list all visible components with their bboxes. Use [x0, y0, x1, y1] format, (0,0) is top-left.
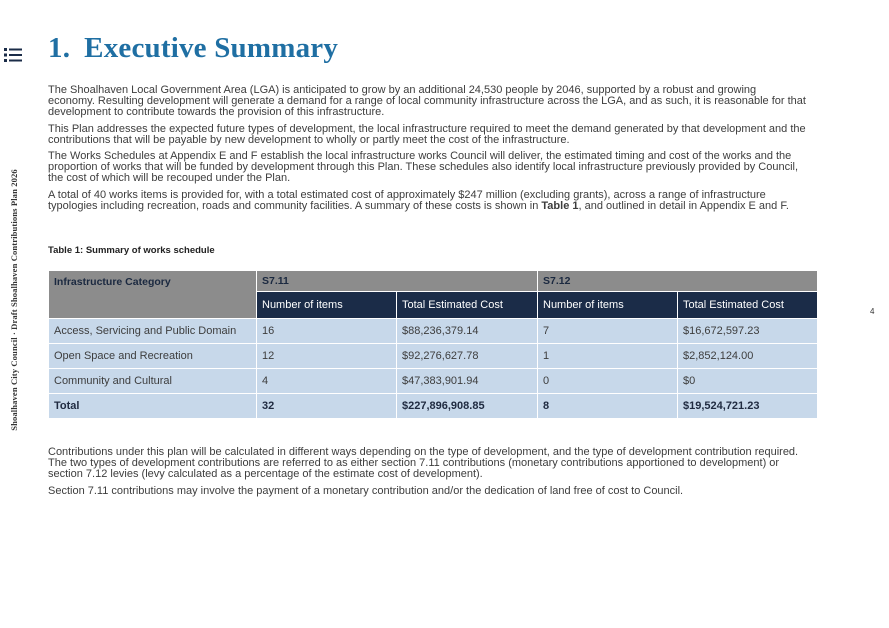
cell-category: Community and Cultural — [49, 369, 257, 394]
cell-total-s712-items: 8 — [538, 394, 678, 419]
outro-text — [48, 447, 806, 502]
section-title: Executive Summary — [84, 32, 339, 64]
header-category: Infrastructure Category — [49, 271, 257, 319]
header-group-s711: S7.11 — [257, 271, 538, 292]
header-s711-items: Number of items — [257, 292, 397, 319]
side-running-header: Shoalhaven City Council · Draft Shoalhaven Contributions Plan 2026 — [9, 169, 19, 431]
cell-s712-cost: $0 — [678, 369, 818, 394]
header-s712-items: Number of items — [538, 292, 678, 319]
cell-s712-cost: $16,672,597.23 — [678, 319, 818, 344]
cell-total-label: Total — [49, 394, 257, 419]
paragraph: Section 7.11 contributions may involve the payment of a monetary contribution and/or the dedication of land free of cost to Council. — [48, 484, 684, 497]
page-number: 4 — [870, 307, 875, 316]
cell-s712-cost: $2,852,124.00 — [678, 344, 818, 369]
summary-text-end: , and outlined in detail in Appendix E and F. — [578, 199, 789, 212]
page-title — [48, 32, 338, 65]
table-reference-link[interactable]: Table 1 — [541, 199, 579, 212]
cell-category: Open Space and Recreation — [49, 344, 257, 369]
cell-s711-cost: $47,383,901.94 — [397, 369, 538, 394]
cell-s712-items: 0 — [538, 369, 678, 394]
cell-s711-items: 12 — [257, 344, 397, 369]
table-row — [49, 369, 818, 394]
section-number: 1. — [48, 32, 71, 64]
cell-s711-items: 4 — [257, 369, 397, 394]
cell-s711-cost: $88,236,379.14 — [397, 319, 538, 344]
summary-paragraph — [48, 190, 806, 212]
list-menu-icon[interactable] — [4, 47, 22, 63]
paragraph: This Plan addresses the expected future types of development, the local infrastructure required to meet the demand generated by that development and the contributions that will be payable by new development to wholly or partly meet the cost of the infrastructure. — [48, 122, 806, 146]
cell-s712-items: 7 — [538, 319, 678, 344]
works-schedule-table — [48, 270, 818, 419]
table-row — [49, 344, 818, 369]
table-caption: Table 1: Summary of works schedule — [48, 245, 215, 256]
paragraph: The Shoalhaven Local Government Area (LGA) is anticipated to grow by an additional 24,530 people by 2046, supported by a robust and growing economy. Resulting development will generate a demand for a range of local community infrastructure across the LGA, and as such, it is reasonable for that development to contribute towards the provision of this infrastructure. — [48, 84, 806, 119]
table-total-row — [49, 394, 818, 419]
cell-total-s712-cost: $19,524,721.23 — [678, 394, 818, 419]
paragraph: Contributions under this plan will be calculated in different ways depending on the type of development, and the type of development contribution required. The two types of development contributions are referred to as either section 7.11 contributions (monetary contributions apportioned to development) or section 7.12 levies (levy calculated as a percentage of the estimate cost of development). — [48, 446, 799, 481]
cell-s711-items: 16 — [257, 319, 397, 344]
cell-s711-cost: $92,276,627.78 — [397, 344, 538, 369]
summary-text: A total of 40 works items is provided for, with a total estimated cost of approximately $247 million (excluding grants), across a range of infrastructure typologies including recreation, roads and community facilities. A summary of these costs is shown in — [48, 188, 766, 212]
header-s711-cost: Total Estimated Cost — [397, 292, 538, 319]
intro-text — [48, 85, 806, 217]
header-group-s712: S7.12 — [538, 271, 818, 292]
cell-category: Access, Servicing and Public Domain — [49, 319, 257, 344]
cell-total-s711-cost: $227,896,908.85 — [397, 394, 538, 419]
cell-s712-items: 1 — [538, 344, 678, 369]
header-s712-cost: Total Estimated Cost — [678, 292, 818, 319]
table-row — [49, 319, 818, 344]
paragraph: The Works Schedules at Appendix E and F establish the local infrastructure works Council will deliver, the estimated timing and cost of the works and the proportion of works that will be funded by development through this Plan. These schedules also identify local infrastructure previously provided by Council, the cost of which will be recouped under the Plan. — [48, 150, 799, 185]
cell-total-s711-items: 32 — [257, 394, 397, 419]
